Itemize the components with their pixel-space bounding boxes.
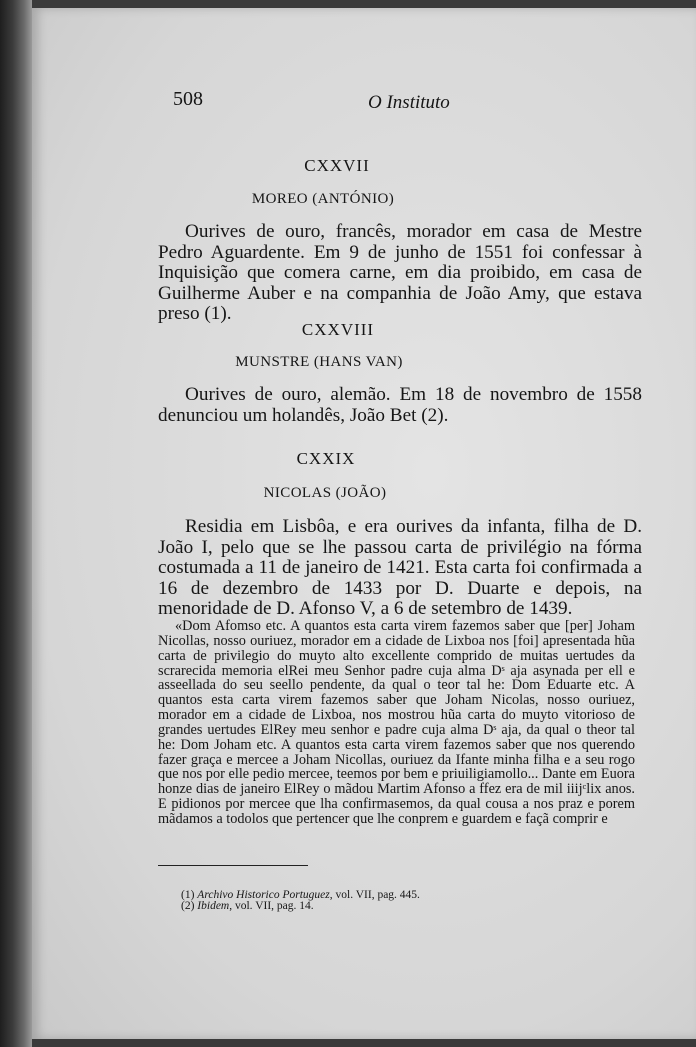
footnote-title: Ibidem: [197, 900, 230, 912]
book-page: [32, 8, 696, 1039]
entry-name: MOREO (ANTÓNIO): [251, 191, 395, 207]
entry-numeral: CXXVII: [304, 156, 370, 175]
entry-text: Ourives de ouro, alemão. Em 18 de novembro de 1558 denunciou um holandês, João Bet (2).: [158, 384, 642, 426]
entry-numeral: CXXIX: [296, 449, 356, 468]
entry-text: Residia em Lisbôa, e era ourives da infanta, filha de D. João I, pelo que se lhe passou carta de privilégio na fórma costumada a 11 de janeiro de 1421. Esta carta foi confirmada a 16 de dezembro de 1433 por D. Duarte e depois, na menoridade de D. Afonso V, a 6 de setembro de 1439.: [158, 516, 642, 619]
entry-name: NICOLAS (JOÃO): [263, 485, 387, 501]
footnote: [181, 900, 314, 912]
footnote-mark: (2): [181, 900, 195, 912]
page-number: 508: [173, 88, 203, 110]
footnote-ref: , vol. VII, pag. 14.: [229, 900, 314, 912]
entry-text: Ourives de ouro, francês, morador em casa de Mestre Pedro Aguardente. Em 9 de junho de 1551 foi confessar à Inquisição que comera carne, em dia proibido, em casa de Guilherme Auber e na companhia de João Amy, que estava preso (1).: [158, 221, 642, 324]
running-head: O Instituto: [368, 92, 450, 113]
footnote-rule: [158, 865, 308, 866]
entry-numeral: CXXVIII: [301, 320, 375, 339]
footnote-mark: (1): [181, 889, 195, 901]
footnote-ref: , vol. VII, pag. 445.: [329, 889, 420, 901]
footnote-title: Archivo Historico Portuguez: [197, 889, 330, 901]
quoted-charter: «Dom Afomso etc. A quantos esta carta virem fazemos saber que [per] Joham Nicollas, nosso ouriuez, morador em a cidade de Lixboa nos [foi] apresentada hũa carta de privilegio do muyto alto excellente comprido de muitas uertudes da scrarecida memoria elRei meu Senhor padre cuja alma Dˢ aja asynada per ell e asseellada do seu seello pendente, da qual o teor tal he: Dom Eduarte etc. A quantos esta carta virem fazemos saber que Joham Nicolas, nosso ouriuez, morador em a cidade de Lixboa, nos mostrou hũa carta do muyto vitorioso de grandes uertudes ElRey meu senhor e padre cuja alma Dˢ aja, da qual o theor tal he: Dom Joham etc. A quantos esta carta virem fazemos saber que nos querendo fazer graça e mercee a Joham Nicollas, ouriuez da Ifante minha filha e a seu rogo que nos por elle pedio mercee, teemos por bem e priuiligiamollo... Dante em Euora honze dias de janeiro ElRey o mãdou Martim Afonso a ffez era de mil iiijᶜlix anos. E pidionos por mercee que lha confirmasemos, da qual cousa a nos praz e porem mãdamos a todolos que pertencer que lhe conprem e guardem e façã comprir e: [158, 618, 635, 827]
entry-name: MUNSTRE (HANS VAN): [235, 354, 403, 370]
